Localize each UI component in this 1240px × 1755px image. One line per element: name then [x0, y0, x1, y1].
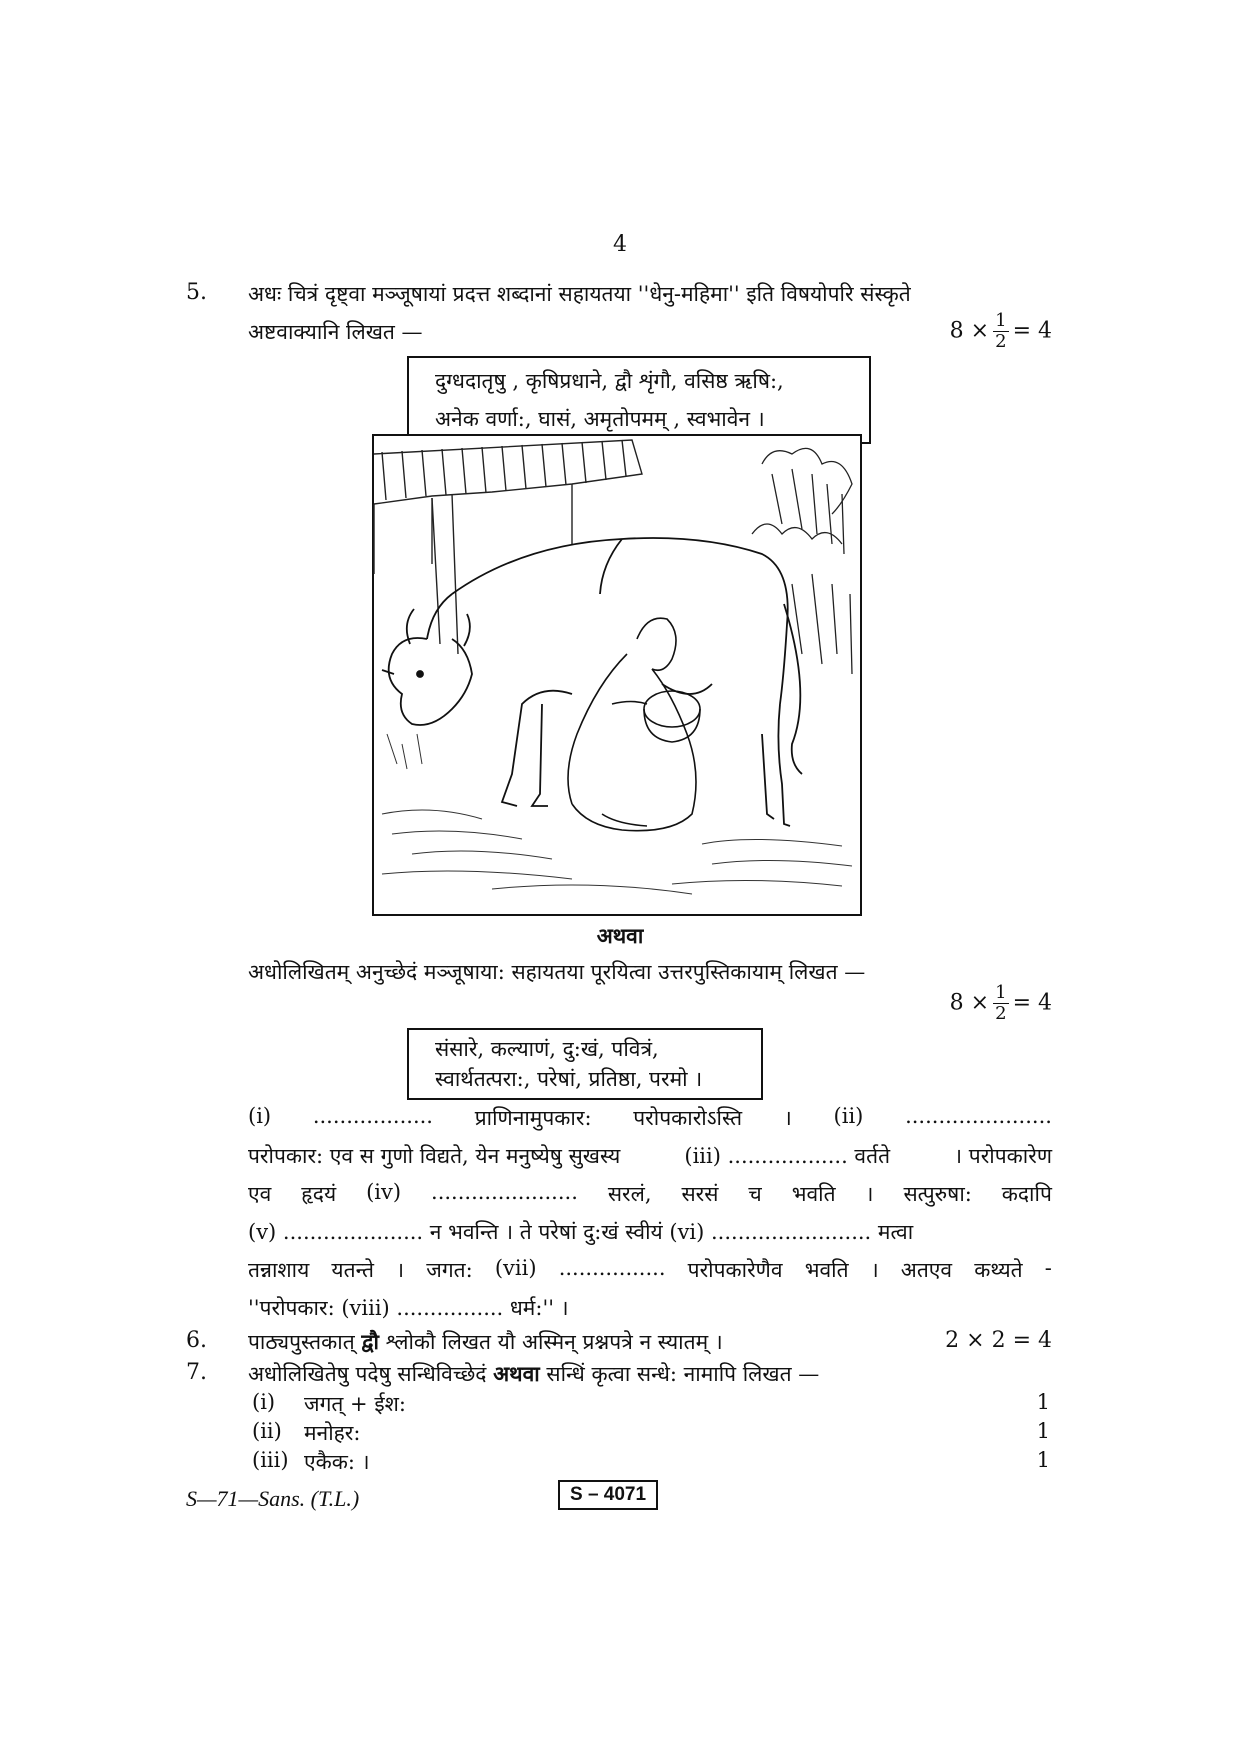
para-token: । — [783, 1106, 792, 1130]
q7-text-before: अधोलिखितेषु पदेषु सन्धिविच्छेदं — [248, 1362, 487, 1386]
para-token: (v) ..................... न भवन्ति । ते परेषां दु:खं स्वीयं (vi) ........................ मत्वा — [248, 1220, 914, 1244]
para-token: च — [748, 1182, 762, 1206]
para-token: ................ — [558, 1256, 666, 1280]
q7-item-3-text: एकैक: । — [304, 1450, 370, 1474]
para-token: भवति — [804, 1258, 849, 1282]
para-token: (i) — [248, 1104, 272, 1128]
para-token: । — [870, 1258, 879, 1282]
word-box-2 — [407, 1028, 763, 1100]
alt-instruction: अधोलिखितम् अनुच्छेदं मञ्जूषाया: सहायतया पूरयित्वा उत्तरपुस्तिकायाम् लिखत — — [248, 960, 866, 984]
para-token: हृदयं — [301, 1182, 337, 1206]
para-token: (iii) .................. वर्तते — [684, 1144, 891, 1168]
paragraph-line-1 — [248, 1104, 1052, 1132]
alt-half-fraction — [993, 984, 1008, 1023]
marks-suffix: = 4 — [1012, 318, 1052, 344]
para-token: । — [396, 1258, 405, 1282]
para-token: परोपकारेणैव — [687, 1258, 783, 1282]
para-token: अतएव — [900, 1258, 953, 1282]
para-token: (vii) — [494, 1256, 537, 1280]
footer-series-code: S – 4071 — [558, 1480, 658, 1510]
alt-marks — [950, 984, 1052, 1023]
q7-item-2-text: मनोहर: — [304, 1421, 361, 1445]
word-box-1 — [407, 356, 871, 444]
question-6-number: 6. — [186, 1328, 207, 1353]
question-5-number: 5. — [186, 280, 207, 305]
question-5-marks — [950, 312, 1052, 351]
para-token: जगत: — [426, 1258, 473, 1282]
fraction-denominator: 2 — [995, 331, 1007, 352]
para-token: यतन्ते — [331, 1258, 375, 1282]
para-token: । परोपकारेण — [954, 1144, 1052, 1168]
para-token: प्राणिनामुपकार: — [474, 1106, 592, 1130]
q7-item-3-marks: 1 — [1036, 1448, 1050, 1472]
half-fraction — [993, 312, 1008, 351]
para-token: । — [865, 1182, 874, 1206]
para-token: सरसं — [681, 1182, 719, 1206]
question-7-text — [248, 1360, 819, 1388]
q7-item-2-roman: (ii) — [252, 1419, 282, 1443]
para-token: कथ्यते — [974, 1258, 1023, 1282]
paragraph-line-6 — [248, 1294, 1052, 1322]
q7-item-1-text: जगत् + ईश: — [304, 1392, 406, 1416]
q7-text-after: सन्धिं कृत्वा सन्धे: नामापि लिखत — — [546, 1362, 820, 1386]
or-label: अथवा — [596, 923, 644, 948]
para-token: ''परोपकार: (viii) ................ धर्म:'' । — [248, 1296, 569, 1320]
alt-marks-suffix: = 4 — [1012, 990, 1052, 1016]
footer-paper-code: S—71—Sans. (T.L.) — [186, 1486, 360, 1511]
page-number: 4 — [613, 232, 627, 257]
word-box-1-line1: दुग्धदातृषु , कृषिप्रधाने, द्वौ शृंगौ, वसिष्ठ ऋषि:, — [435, 369, 784, 393]
paragraph-line-3 — [248, 1180, 1052, 1208]
para-token: .................. — [312, 1104, 433, 1128]
q7-text-bold: अथवा — [493, 1361, 540, 1386]
cow-milking-drawing — [372, 434, 862, 916]
para-token: सरलं, — [607, 1182, 652, 1206]
para-token: परोपकारोऽस्ति — [633, 1106, 743, 1130]
alt-marks-prefix: 8 × — [949, 990, 990, 1016]
cow-milking-illustration — [372, 434, 862, 916]
paragraph-line-2 — [248, 1142, 1052, 1170]
word-box-2-line2: स्वार्थतत्परा:, परेषां, प्रतिष्ठा, परमो । — [435, 1067, 703, 1091]
fraction-numerator: 1 — [995, 310, 1007, 331]
q7-item-2-marks: 1 — [1036, 1419, 1050, 1443]
q6-text-before: पाठ्यपुस्तकात् — [248, 1330, 355, 1354]
para-token: सत्पुरुषा: — [903, 1182, 972, 1206]
alt-fraction-denominator: 2 — [995, 1003, 1007, 1024]
q6-text-after: श्लोकौ लिखत यौ अस्मिन् प्रश्नपत्रे न स्यातम् । — [385, 1330, 723, 1354]
para-token: ...................... — [905, 1104, 1052, 1128]
para-token: (ii) — [833, 1104, 864, 1128]
q6-text-bold: द्वौ — [361, 1329, 379, 1354]
q7-item-1-roman: (i) — [252, 1390, 276, 1414]
word-box-2-line1: संसारे, कल्याणं, दु:खं, पवित्रं, — [435, 1037, 659, 1061]
question-5-line1: अधः चित्रं दृष्ट्वा मञ्जूषायां प्रदत्त शब्दानां सहायतया ''धेनु-महिमा'' इति विषयोपरि संस्कृते — [248, 282, 911, 306]
para-token: भवति — [791, 1182, 836, 1206]
para-token: परोपकार: एव स गुणो विद्यते, येन मनुष्येषु सुखस्य — [248, 1144, 621, 1168]
q7-item-1-marks: 1 — [1036, 1390, 1050, 1414]
para-token: (iv) — [366, 1180, 402, 1204]
question-6-text — [248, 1328, 723, 1356]
alt-fraction-numerator: 1 — [995, 982, 1007, 1003]
q7-item-3-roman: (iii) — [252, 1448, 289, 1472]
para-token: तन्नाशाय — [248, 1258, 310, 1282]
para-token: - — [1044, 1256, 1052, 1280]
word-box-1-line2: अनेक वर्णा:, घासं, अमृतोपमम् , स्वभावेन । — [435, 407, 765, 431]
question-7-number: 7. — [186, 1360, 207, 1385]
paragraph-line-5 — [248, 1256, 1052, 1284]
para-token: ...................... — [431, 1180, 578, 1204]
marks-prefix: 8 × — [949, 318, 990, 344]
para-token: एव — [248, 1182, 272, 1206]
question-5-line2: अष्टवाक्यानि लिखत — — [248, 320, 423, 344]
question-6-marks: 2 × 2 = 4 — [945, 1328, 1052, 1353]
paragraph-line-4 — [248, 1218, 1052, 1246]
para-token: कदापि — [1001, 1182, 1052, 1206]
